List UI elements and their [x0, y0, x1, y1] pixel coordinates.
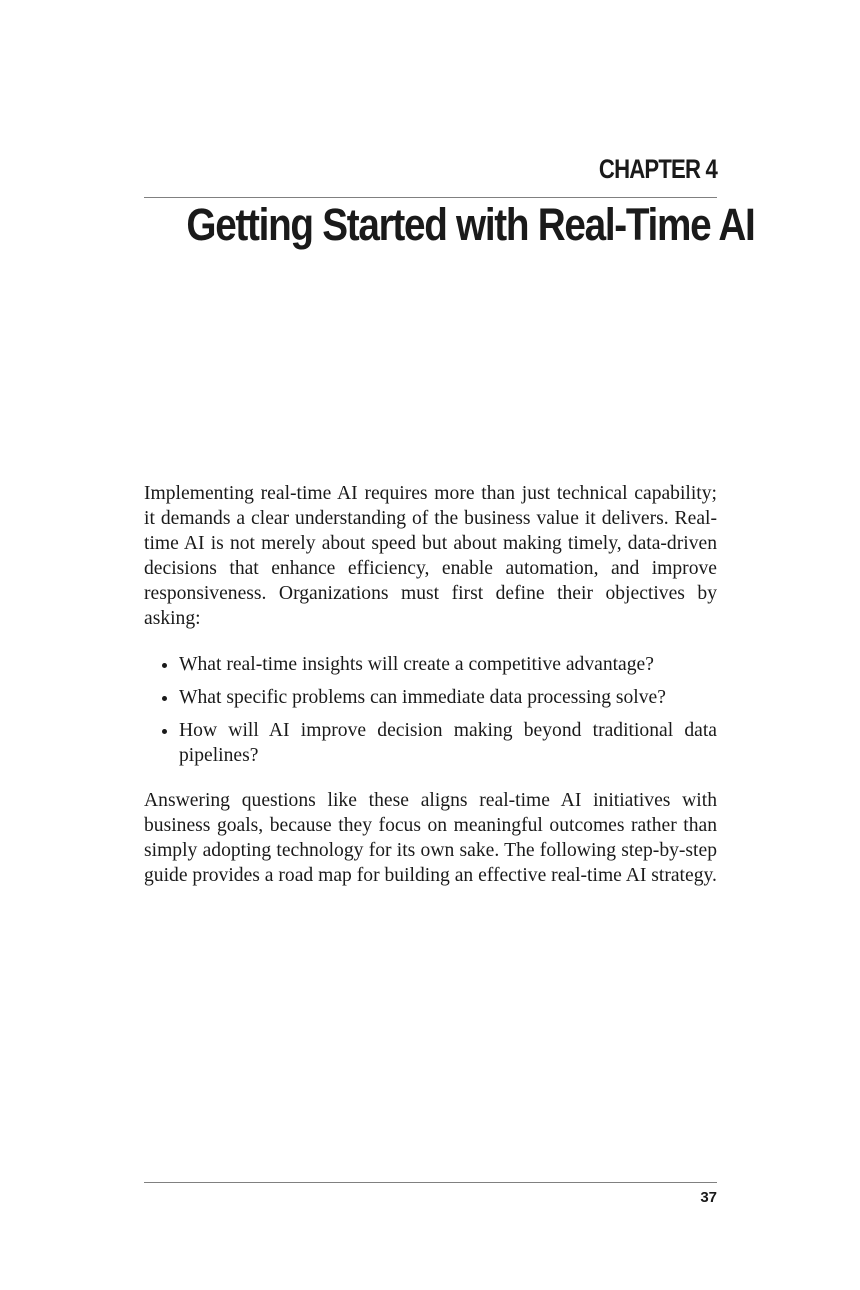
- chapter-rule: [144, 197, 717, 198]
- bullet-icon: [162, 729, 167, 734]
- list-item: [144, 652, 717, 677]
- intro-paragraph: Implementing real-time AI requires more than just technical capability; it demands a clear understanding of the business value it delivers. Real-time AI is not merely about speed but about making timely, data-driven decisions that enhance efficiency, enable automation, and improve responsiveness. Organizations must first define their objectives by asking:: [144, 483, 717, 629]
- list-item: [144, 685, 717, 710]
- list-item-text: What real-time insights will create a competitive advantage?: [179, 654, 654, 675]
- question-list: [144, 652, 717, 776]
- list-item-text: How will AI improve decision making beyond traditional data pipelines?: [179, 720, 717, 766]
- chapter-title: Getting Started with Real-Time AI: [186, 199, 755, 250]
- bullet-icon: [162, 663, 167, 668]
- closing-paragraph: Answering questions like these aligns real-time AI initiatives with business goals, because they focus on meaningful outcomes rather than simply adopting technology for its own sake. The following step-by-step guide provides a road map for building an effective real-time AI strategy.: [144, 790, 717, 886]
- footer-rule: [144, 1182, 717, 1183]
- list-item-text: What specific problems can immediate data processing solve?: [179, 687, 666, 708]
- page-number: 37: [700, 1189, 717, 1206]
- list-item: [144, 718, 717, 768]
- chapter-label: CHAPTER 4: [598, 154, 717, 184]
- bullet-icon: [162, 696, 167, 701]
